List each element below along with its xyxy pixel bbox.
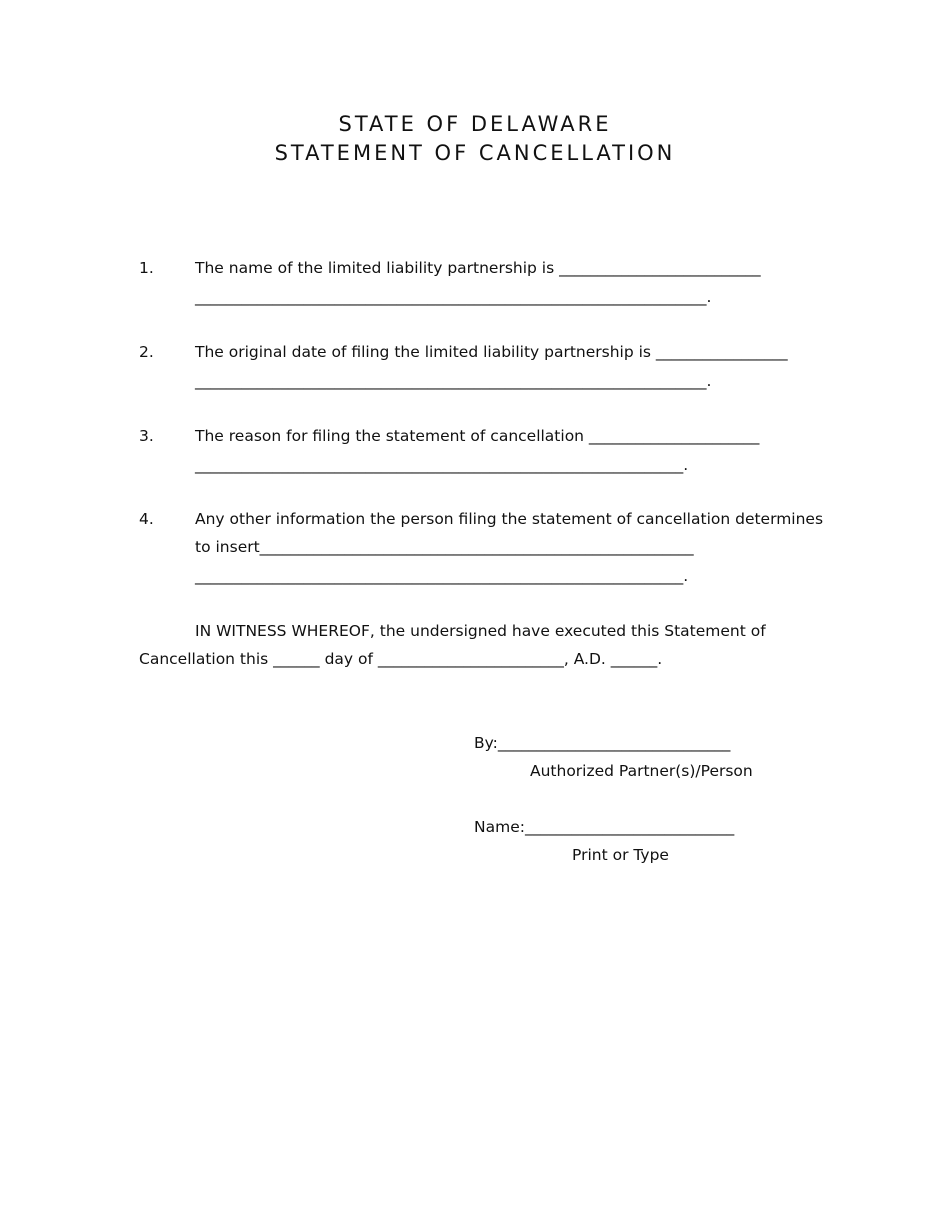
witness-text: IN WITNESS WHEREOF, the undersigned have executed this Statement of bbox=[195, 622, 766, 640]
signature-by-caption: Authorized Partner(s)/Person bbox=[530, 762, 753, 780]
item-number: 4. bbox=[139, 510, 154, 528]
original-filing-date-field-continued[interactable]: __________________________________________________________________. bbox=[195, 372, 712, 390]
item-number: 2. bbox=[139, 343, 154, 361]
other-information-field[interactable]: to insert________________________________________________________ bbox=[195, 538, 694, 556]
other-information-field-continued[interactable]: _______________________________________________________________. bbox=[195, 567, 689, 585]
partnership-name-field-continued[interactable]: __________________________________________________________________. bbox=[195, 288, 712, 306]
other-information-text: Any other information the person filing the statement of cancellation determines bbox=[195, 510, 824, 528]
witness-date-fields[interactable]: Cancellation this ______ day of ________________________, A.D. ______. bbox=[139, 650, 663, 668]
signature-by-field[interactable]: By:______________________________ bbox=[474, 734, 731, 752]
title-statement: STATEMENT OF CANCELLATION bbox=[274, 141, 676, 165]
title-state: STATE OF DELAWARE bbox=[338, 112, 612, 136]
item-number: 1. bbox=[139, 259, 154, 277]
original-filing-date-field[interactable]: The original date of filing the limited liability partnership is _________________ bbox=[195, 343, 788, 361]
item-number: 3. bbox=[139, 427, 154, 445]
signature-name-caption: Print or Type bbox=[572, 846, 669, 864]
partnership-name-field[interactable]: The name of the limited liability partnership is __________________________ bbox=[195, 259, 761, 277]
cancellation-reason-field[interactable]: The reason for filing the statement of cancellation ______________________ bbox=[195, 427, 760, 445]
signature-name-field[interactable]: Name:___________________________ bbox=[474, 818, 735, 836]
cancellation-reason-field-continued[interactable]: _______________________________________________________________. bbox=[195, 456, 689, 474]
